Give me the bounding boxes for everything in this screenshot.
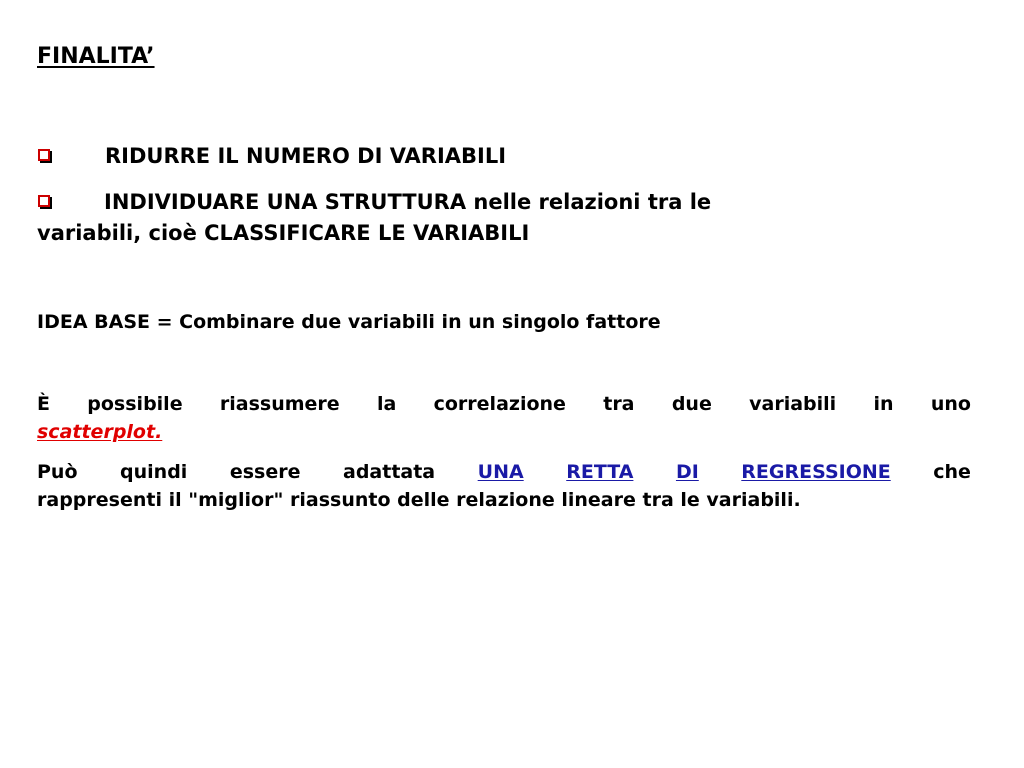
checkbox-bullet-icon <box>38 195 50 207</box>
word: Può <box>37 461 78 483</box>
bullet-2-line-2: variabili, cioè CLASSIFICARE LE VARIABILI <box>37 221 530 245</box>
checkbox-bullet-icon <box>38 149 50 161</box>
word: in <box>873 393 894 415</box>
word: possibile <box>87 393 183 415</box>
word: che <box>933 461 971 483</box>
paragraph-2-line-2: rappresenti il "miglior" riassunto delle relazione lineare tra le variabili. <box>37 489 801 511</box>
regression-word[interactable]: DI <box>675 461 699 483</box>
word: tra <box>603 393 635 415</box>
regression-word[interactable]: UNA <box>477 461 524 483</box>
paragraph-2-line-1 <box>37 458 971 486</box>
slide-title: FINALITA’ <box>37 44 155 69</box>
scatterplot-link[interactable]: scatterplot. <box>37 421 163 443</box>
regression-word[interactable]: REGRESSIONE <box>741 461 891 483</box>
word: adattata <box>343 461 436 483</box>
paragraph-1-line-1 <box>37 390 971 418</box>
word: variabili <box>749 393 837 415</box>
word: essere <box>229 461 301 483</box>
idea-base-text: IDEA BASE = Combinare due variabili in un singolo fattore <box>37 311 661 333</box>
word: la <box>376 393 397 415</box>
bullet-2-line-1: INDIVIDUARE UNA STRUTTURA nelle relazioni tra le <box>104 190 712 214</box>
word: quindi <box>120 461 188 483</box>
word: riassumere <box>219 393 340 415</box>
regression-word[interactable]: RETTA <box>566 461 634 483</box>
word: uno <box>930 393 971 415</box>
word: È <box>37 393 50 415</box>
paragraph-1-line-2 <box>37 418 162 446</box>
word: correlazione <box>433 393 566 415</box>
word: due <box>671 393 712 415</box>
bullet-1-text: RIDURRE IL NUMERO DI VARIABILI <box>105 144 507 168</box>
